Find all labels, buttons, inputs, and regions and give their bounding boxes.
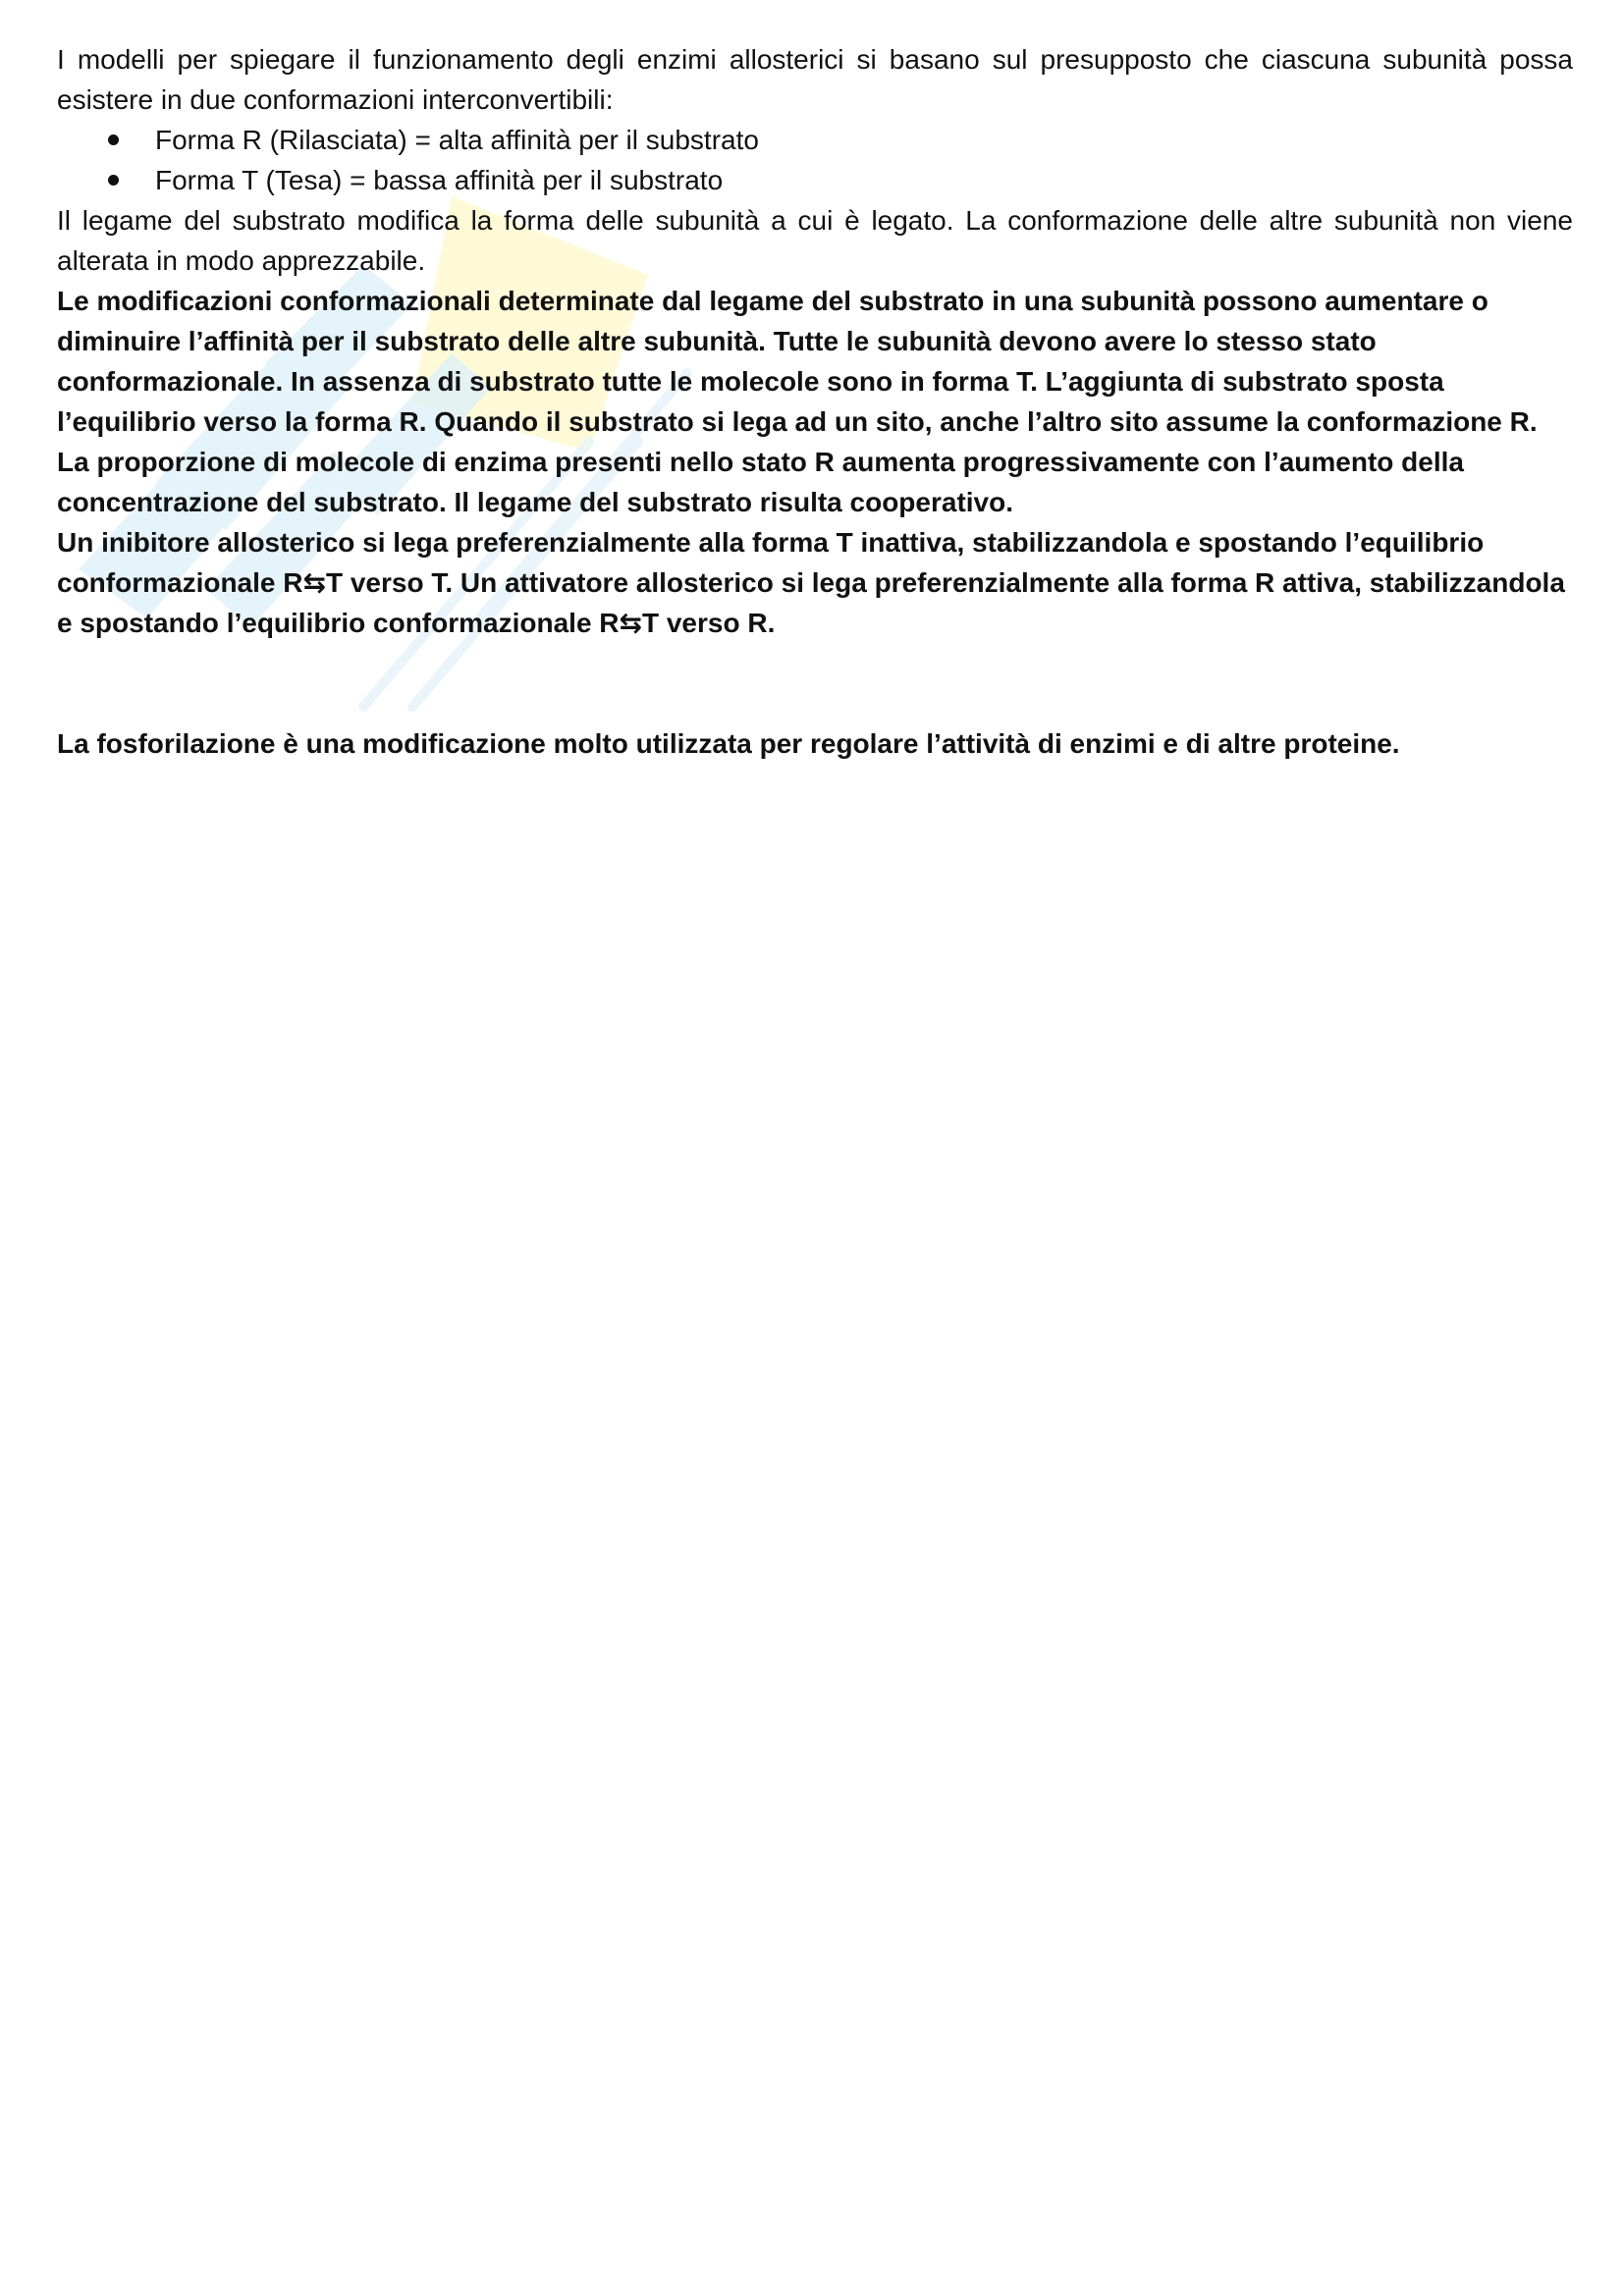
document-body	[57, 39, 1573, 764]
list-item	[108, 160, 1573, 200]
bullet-icon	[108, 175, 119, 186]
paragraph-spacer	[57, 643, 1573, 723]
substrate-binding-paragraph: Il legame del substrato modifica la forma delle subunità a cui è legato. La conformazione delle altre subunità non viene alterata in modo apprezzabile.	[57, 205, 1573, 276]
list-item	[108, 120, 1573, 160]
phosphorylation-paragraph: La fosforilazione è una modificazione molto utilizzata per regolare l’attività di enzimi e di altre proteine.	[57, 728, 1400, 759]
bullet-list	[57, 120, 1573, 200]
list-item-text: Forma T (Tesa) = bassa affinità per il substrato	[155, 165, 724, 195]
intro-paragraph: I modelli per spiegare il funzionamento degli enzimi allosterici si basano sul presupposto che ciascuna subunità possa esistere in due conformazioni interconvertibili:	[57, 44, 1573, 115]
bullet-icon	[108, 134, 119, 145]
list-item-text: Forma R (Rilasciata) = alta affinità per il substrato	[155, 125, 759, 155]
conformational-changes-paragraph: Le modificazioni conformazionali determinate dal legame del substrato in una subunità possono aumentare o diminuire l’affinità per il substrato delle altre subunità. Tutte le subunità devono avere lo stesso stato conformazionale. In assenza di substrato tutte le molecole sono in forma T. L’aggiunta di substrato sposta l’equilibrio verso la forma R. Quando il substrato si lega ad un sito, anche l’altro sito assume la conformazione R. La proporzione di molecole di enzima presenti nello stato R aumenta progressivamente con l’aumento della concentrazione del substrato. Il legame del substrato risulta cooperativo.	[57, 286, 1538, 517]
allosteric-effectors-paragraph: Un inibitore allosterico si lega preferenzialmente alla forma T inattiva, stabilizzandola e spostando l’equilibrio conformazionale R⇆T verso T. Un attivatore allosterico si lega preferenzialmente alla forma R attiva, stabilizzandola e spostando l’equilibrio conformazionale R⇆T verso R.	[57, 527, 1565, 638]
